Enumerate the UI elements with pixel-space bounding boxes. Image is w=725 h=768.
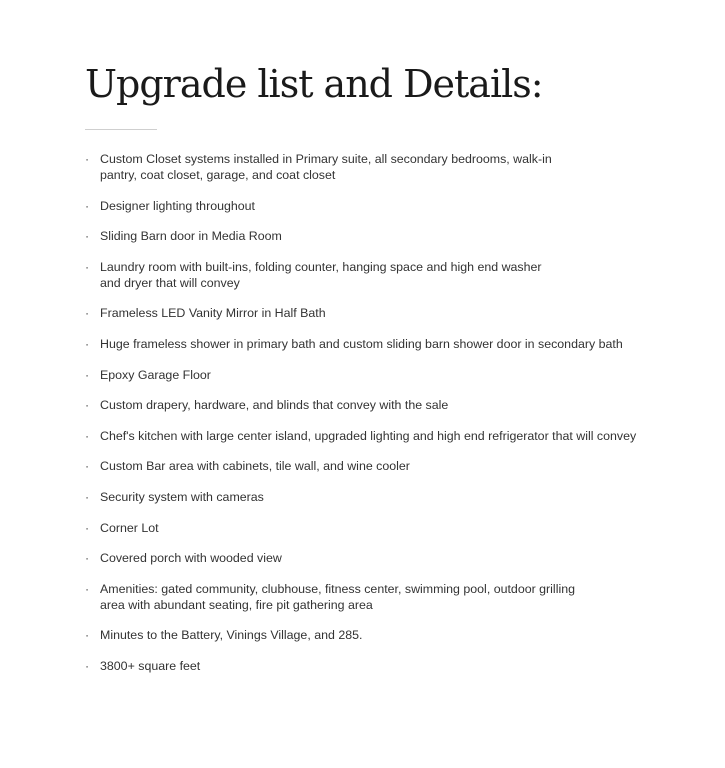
bullet-icon: · — [85, 259, 90, 274]
bullet-icon: · — [85, 306, 90, 321]
bullet-icon: · — [85, 428, 90, 443]
list-item — [85, 198, 645, 214]
list-item-text: Covered porch with wooded view — [100, 551, 282, 566]
page-title: Upgrade list and Details: — [85, 62, 543, 106]
list-item — [85, 458, 645, 474]
bullet-icon: · — [85, 628, 90, 643]
bullet-icon: · — [85, 551, 90, 566]
list-item-text: Corner Lot — [100, 520, 159, 535]
list-item-text: Laundry room with built-ins, folding counter, hanging space and high end washer and dryer that will convey — [100, 259, 542, 290]
list-item — [85, 520, 645, 536]
list-item-text: Epoxy Garage Floor — [100, 367, 211, 382]
bullet-icon: · — [85, 658, 90, 673]
list-item-text: Custom Bar area with cabinets, tile wall, and wine cooler — [100, 459, 410, 474]
list-item-text: Sliding Barn door in Media Room — [100, 229, 282, 244]
bullet-icon: · — [85, 367, 90, 382]
list-item-text: Minutes to the Battery, Vinings Village, and 285. — [100, 628, 363, 643]
list-item — [85, 627, 645, 643]
bullet-icon: · — [85, 459, 90, 474]
list-item — [85, 658, 645, 674]
list-item — [85, 228, 645, 244]
bullet-icon: · — [85, 489, 90, 504]
list-item — [85, 550, 645, 566]
list-item-text: 3800+ square feet — [100, 658, 201, 673]
list-item — [85, 259, 550, 291]
list-item — [85, 367, 645, 383]
list-item — [85, 581, 590, 613]
bullet-icon: · — [85, 198, 90, 213]
list-item-text: Frameless LED Vanity Mirror in Half Bath — [100, 306, 326, 321]
list-item-text: Huge frameless shower in primary bath and custom sliding barn shower door in secondary bath — [100, 336, 623, 351]
list-item-text: Custom drapery, hardware, and blinds that convey with the sale — [100, 398, 449, 413]
bullet-icon: · — [85, 152, 90, 166]
list-item — [85, 489, 645, 505]
title-divider — [85, 129, 157, 130]
list-item — [85, 428, 645, 444]
bullet-icon: · — [85, 520, 90, 535]
bullet-icon: · — [85, 336, 90, 351]
list-item-text: Amenities: gated community, clubhouse, fitness center, swimming pool, outdoor grilling area with abundant seating, fire pit gathering area — [100, 581, 575, 612]
list-item — [85, 336, 645, 352]
upgrade-list — [85, 151, 645, 689]
bullet-icon: · — [85, 229, 90, 244]
list-item-text: Custom Closet systems installed in Primary suite, all secondary bedrooms, walk-in pantry, coat closet, garage, and coat closet — [100, 152, 552, 182]
list-item-text: Designer lighting throughout — [100, 198, 255, 213]
list-item-text: Chef's kitchen with large center island, upgraded lighting and high end refrigerator that will convey — [100, 428, 637, 443]
list-item — [85, 397, 645, 413]
list-item-text: Security system with cameras — [100, 489, 264, 504]
bullet-icon: · — [85, 581, 90, 596]
list-item — [85, 151, 555, 183]
bullet-icon: · — [85, 398, 90, 413]
list-item — [85, 305, 645, 321]
